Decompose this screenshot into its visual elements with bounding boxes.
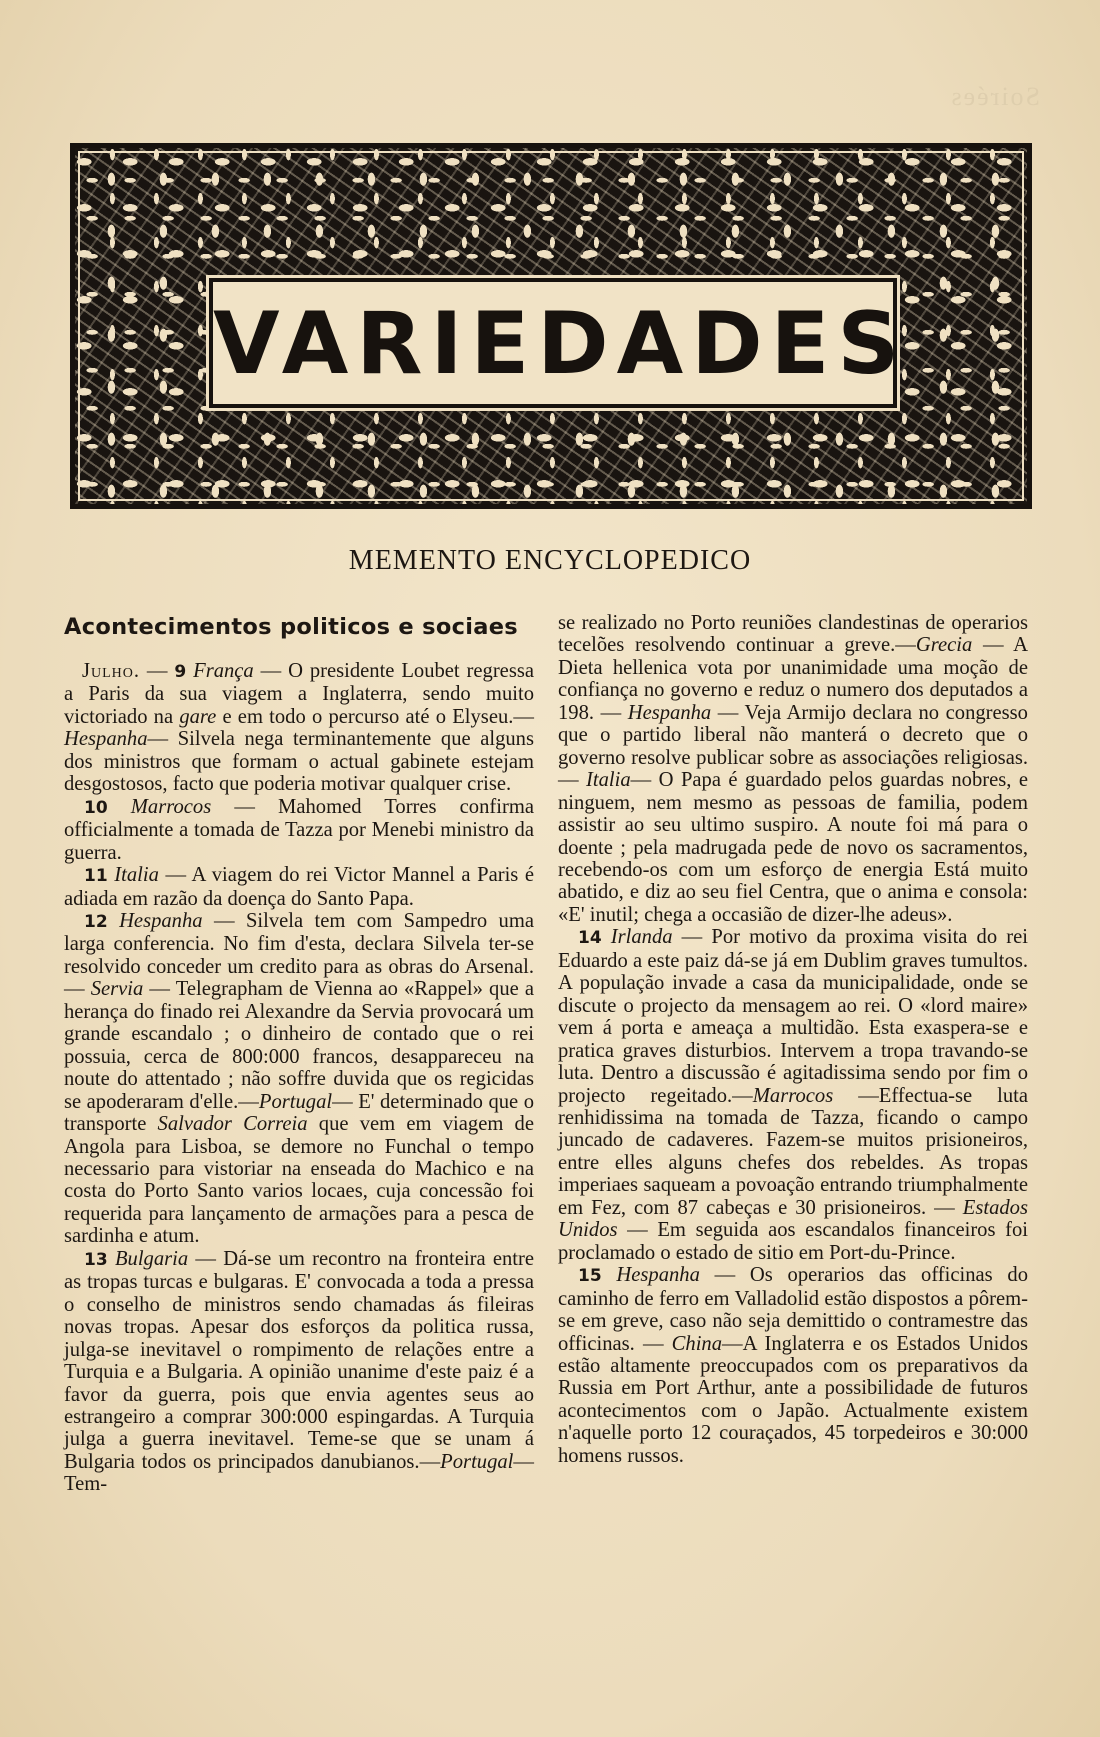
entry-text: — Silvela nega terminantemente que alguns dos ministros que formam o actual gabinete estejam desgostosos, facto que poderia motivar qualquer crise. [64, 728, 534, 796]
place-name: Italia [586, 769, 631, 792]
place-name: Portugal [258, 1090, 333, 1113]
place-name: Estados Unidos [558, 1196, 1028, 1242]
chronicle-entry: Julho. — 9 França — O presidente Loubet regressa a Paris da sua viagem a Inglaterra, sendo muito victoriado na gare e em todo o percurso até o Elyseu.—Hespanha— Silvela nega terminantemente que alguns dos ministros que formam o actual gabinete estejam desgostosos, facto que poderia motivar qualquer crise. [64, 660, 534, 796]
entry-text: — Em seguida aos escandalos financeiros foi proclamado o estado de sitio em Port-du-Prince. [558, 1219, 1028, 1264]
entry-text: — O Papa é guardado pelos guardas nobres, e ninguem, nem mesmo as pessoas de familia, podem assistir ao seu ultimo suspiro. A noute foi má para o doente ; pela madrugada pede de novo os sacramentos, recebendo-os com um esforço de energia Está muito abatido, e diz ao seu fiel Centra, que o anima e consola: «E' inutil; chega a occasião de dizer-lhe adeus». [558, 769, 1029, 926]
place-name: Hespanha [627, 701, 712, 724]
entry-text: — Por motivo da proxima visita do rei Eduardo a este paiz dá-se já em Dublim graves tumultos. A população invade a casa da municipalidade, onde se discute o projecto da mensagem ao rei. O «lord maire» vem á porta e ameaça a multidão. Esta exaspera-se e pratica graves disturbios. Intervem a tropa travando-se luta. Dentro a discussão é agitadissima sendo por fim o projecto regeitado.— [558, 926, 1028, 1107]
place-name: Servia [90, 978, 144, 1001]
day-number: 12 [84, 911, 108, 932]
entry-text: —Tem- [64, 1450, 534, 1496]
place-name: Italia [114, 864, 159, 887]
chronicle-entry [64, 864, 534, 910]
place-name: Hespanha [616, 1264, 700, 1287]
day-number: 13 [84, 1249, 108, 1270]
place-name: Marrocos [130, 795, 212, 818]
entry-text: — A Dieta hellenica vota por unanimidade uma moção de confiança no governo e reduz o numero dos deputados a 198. — [558, 634, 1028, 724]
place-name: Bulgaria [114, 1247, 189, 1270]
place-name: Marrocos [752, 1084, 834, 1107]
continued-entry [558, 612, 1028, 926]
chronicle-entry [64, 796, 534, 864]
emphasis-text: gare [179, 705, 217, 728]
entry-text: — O presidente Loubet regressa a Paris da sua viagem a Inglaterra, sendo muito victoriado na [64, 660, 534, 728]
banner-title-panel [209, 278, 908, 408]
place-name: Hespanha [64, 728, 148, 751]
place-name: Irlanda [610, 926, 673, 949]
section-heading: Acontecimentos politicos e sociaes [64, 614, 518, 640]
ornamental-banner [70, 143, 1032, 509]
day-number: 11 [84, 866, 108, 887]
right-column [558, 612, 1028, 1467]
entry-text: — Veja Armijo declara no congresso que o partido liberal não manterá o decreto que o governo resolve publicar sobre as associações religiosas. — [558, 701, 1028, 792]
entry-text: que vem em viagem de Angola para Lisboa, se demore no Funchal o tempo necessario para vistoriar na enseada do Machico e na costa do Porto Santo varios locaes, cuja concessão foi requerida para lançamento de armações para a pesca de sardinha e atum. [64, 1113, 534, 1248]
left-column-body [64, 660, 534, 1496]
place-name: Grecia [915, 634, 973, 657]
day-number: 14 [578, 928, 602, 949]
right-column-body [558, 612, 1028, 1467]
place-name: França [193, 660, 254, 682]
chronicle-entry [558, 1264, 1028, 1467]
place-name: Hespanha [119, 909, 203, 932]
chronicle-entry [64, 1248, 534, 1496]
entry-text: —Effectua-se luta renhidissima na tomada de Tazza, ficando o campo juncado de cadaveres. Fazem-se muitos prisioneiros, entre elles alguns chefes dos rebeldes. As tropas imperiaes saqueam a povoação entrando triumphalmente em Fez, com 87 cabeças e 30 prisioneiros. — [558, 1084, 1028, 1219]
page-subtitle: MEMENTO ENCYCLOPEDICO [348, 545, 752, 576]
place-name: China [671, 1332, 723, 1355]
left-column [64, 612, 534, 1496]
banner-title: VARIEDADES [213, 294, 908, 394]
entry-text: —A Inglaterra e os Estados Unidos estão altamente preoccupados com os preparativos da Russia em Port Arthur, ante a possibilidade de futuros acontecimentos com o Japão. Actualmente existem n'aquelle porto 12 couraçados, 45 torpedeiros e 30:000 homens russos. [558, 1332, 1029, 1467]
entry-text: — A viagem do rei Victor Mannel a Paris é adiada em razão da doença do Santo Papa. [64, 864, 535, 910]
entry-text: — E' determinado que o transporte [64, 1090, 534, 1136]
chronicle-entry [64, 910, 534, 1248]
entry-text: — Os operarios das officinas do caminho de ferro em Valladolid estão dispostos a pôrem-se em greve, caso não seja demittido o contramestre das officinas. — [558, 1264, 1028, 1355]
entry-text: — Dá-se um recontro na fronteira entre as tropas turcas e bulgaras. E' convocada a toda a pressa o conselho de ministros sendo chamadas ás fileiras novas tropas. Apesar dos esforços da politica russa, julga-se inevitavel o rompimento de relações entre a Turquia e a Bulgaria. A opinião unanime d'este paiz é a favor da guerra, pois que envia agentes seus ao estrangeiro a comprar 300:000 espingardas. A Turquia julga a guerra inevitavel. Teme-se que se unam á Bulgaria todos os principados danubianos.— [64, 1247, 534, 1473]
day-number: 9 [174, 662, 187, 682]
entry-text: — Mahomed Torres confirma officialmente a tomada de Tazza por Menebi ministro da guerra. [64, 795, 534, 864]
entry-text: e em todo o percurso até o Elyseu.— [216, 705, 534, 728]
entry-text: — Telegrapham de Vienna ao «Rappel» que a herança do finado rei Alexandre da Servia provocará um grande escandalo ; o dinheiro de contado que o rei possuia, cerca de 800:000 francos, desappareceu na noute do attentado ; não soffre duvida que os regicidas se apoderaram d'elle.— [64, 978, 534, 1113]
place-name: Portugal [440, 1450, 514, 1473]
day-number: 15 [578, 1266, 602, 1287]
month-label: Julho. [82, 660, 141, 682]
entry-text: — Silvela tem com Sampedro uma larga conferencia. No fim d'esta, declara Silvela ter-se resolvido conceder um credito para as obras do Arsenal. — [64, 909, 534, 1001]
chronicle-entry [558, 926, 1028, 1264]
emphasis-text: Salvador Correia [157, 1113, 308, 1136]
page-header-bleedthrough: Soirées [949, 82, 1040, 111]
day-number: 10 [84, 797, 108, 818]
entry-text: se realizado no Porto reuniões clandestinas de operarios tecelões resolvendo continuar a greve.— [558, 612, 1028, 657]
